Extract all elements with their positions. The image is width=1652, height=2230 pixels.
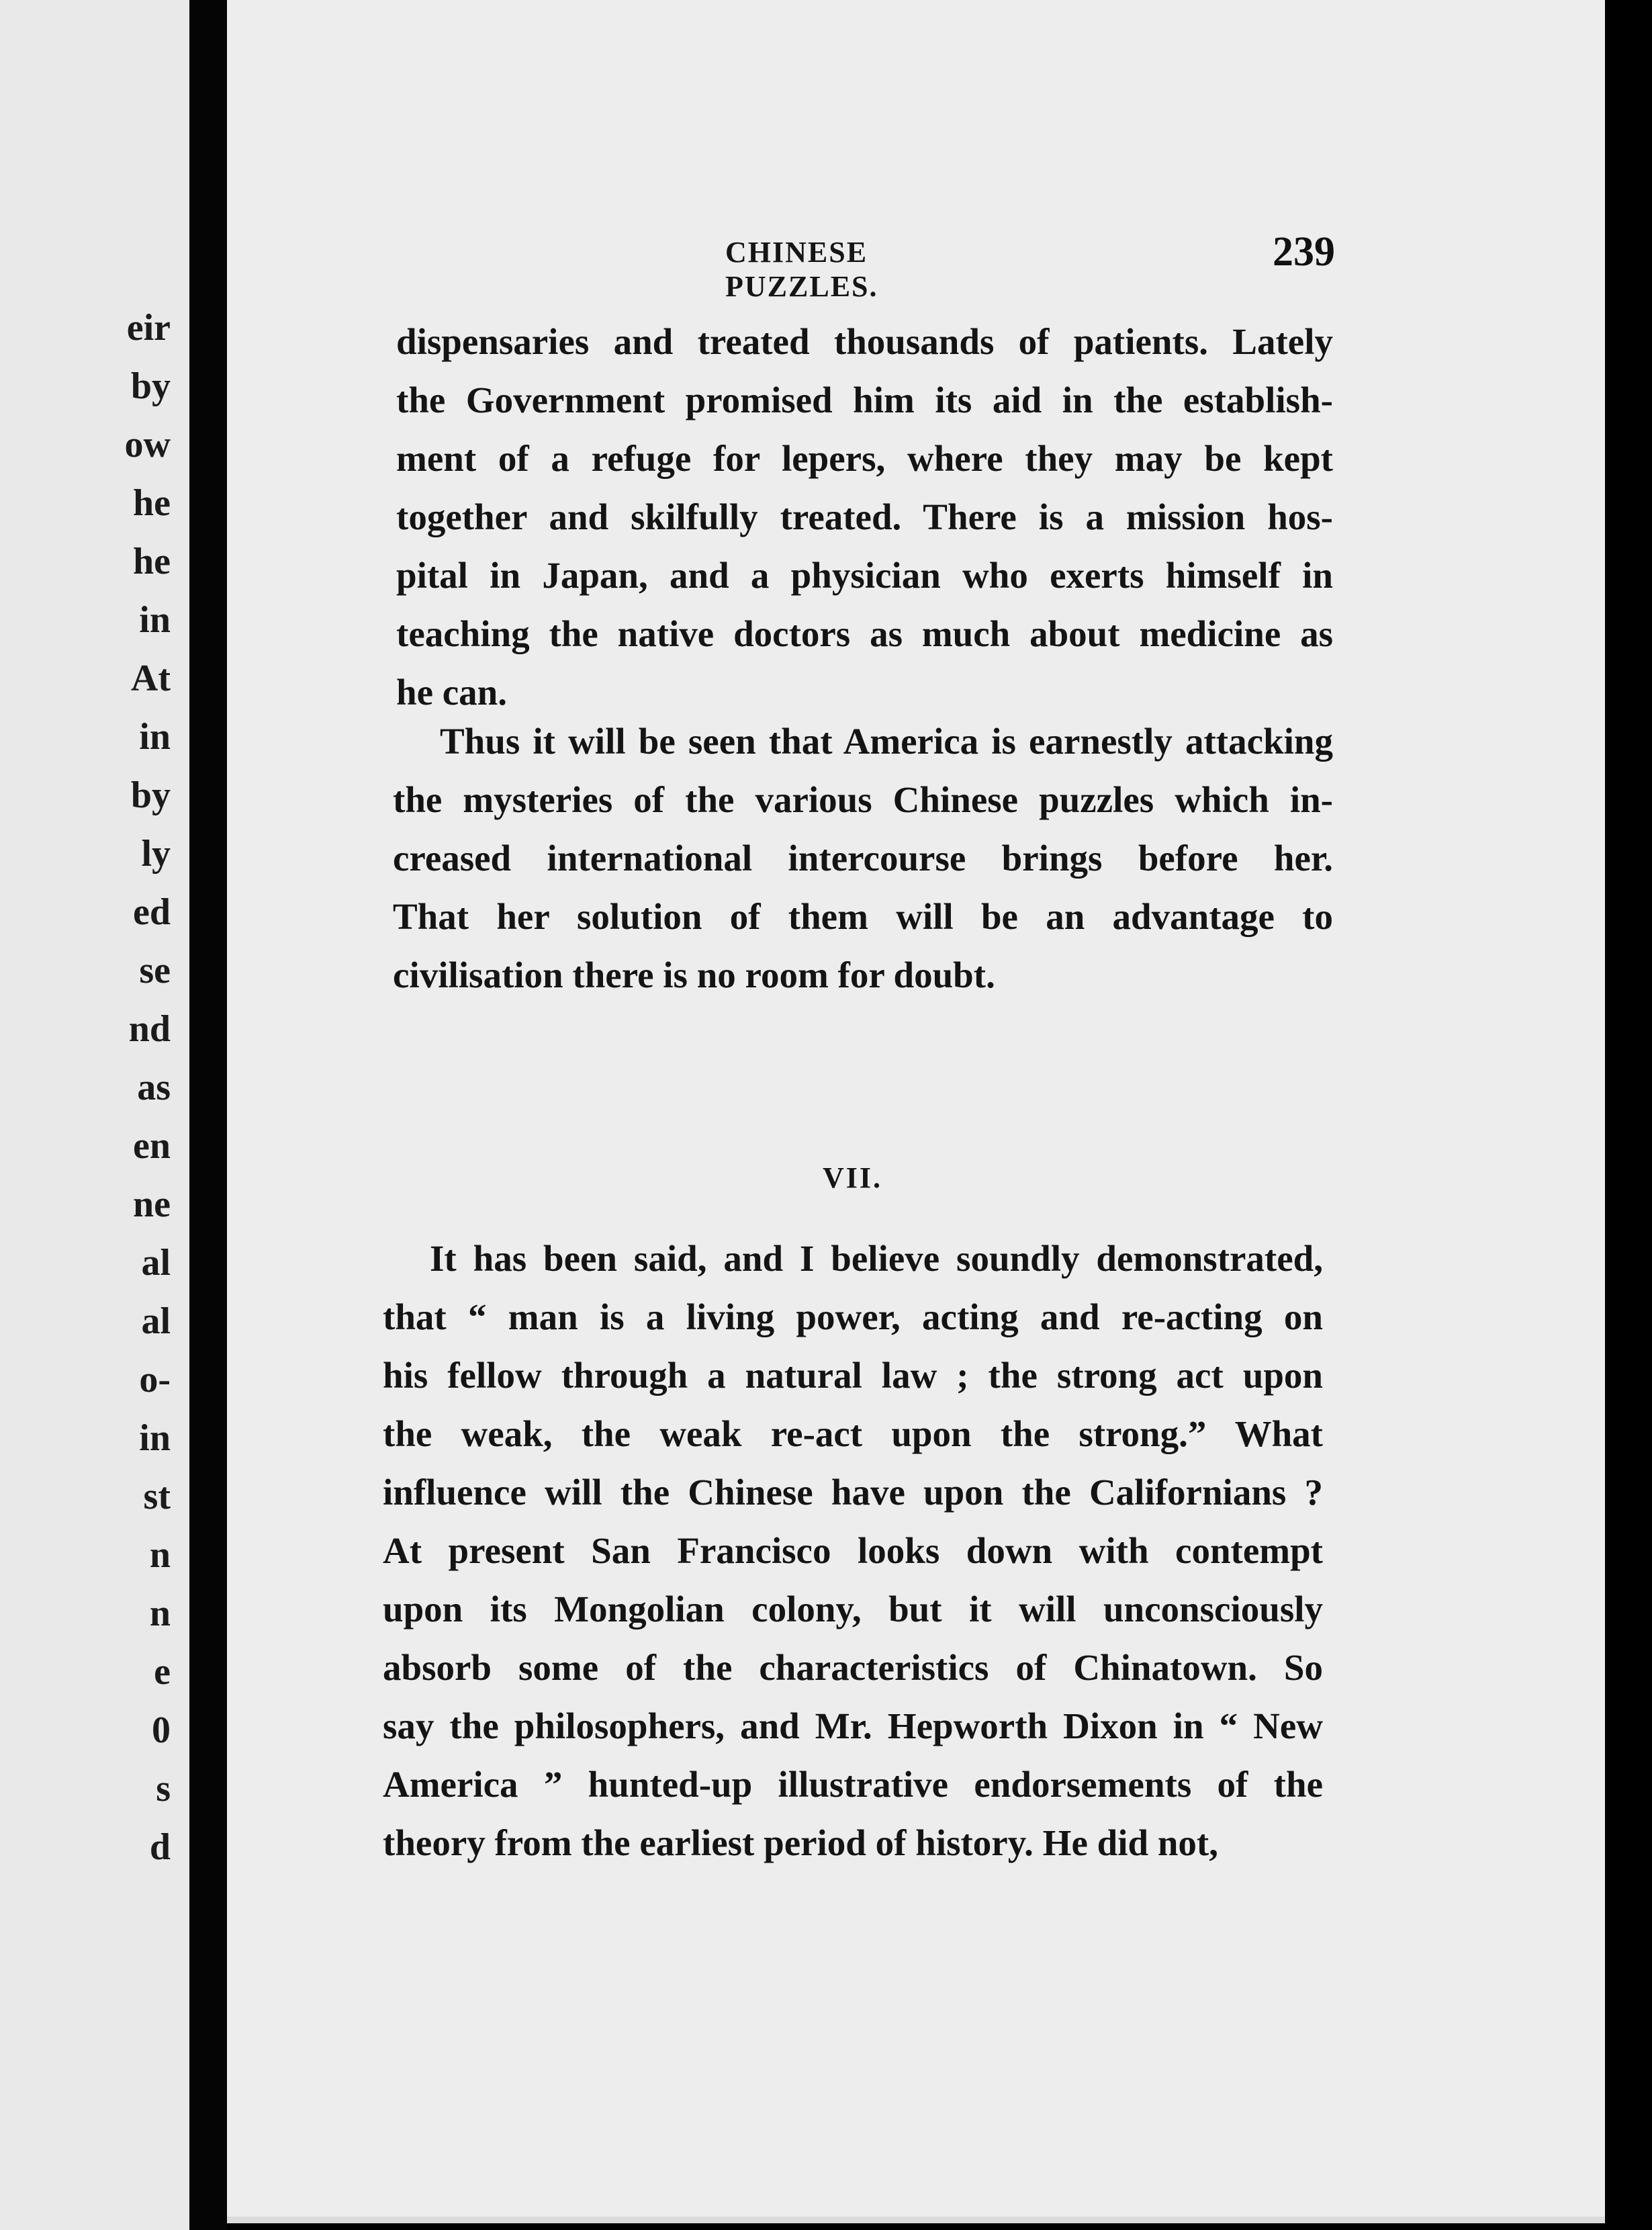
text-line: theory from the earliest period of history. He did not,	[383, 1822, 1218, 1863]
text-line: his fellow through a natural law ; the strong act upon	[383, 1355, 1323, 1396]
paragraph-section-vii	[383, 1229, 1323, 1872]
facing-page-fragment	[0, 0, 189, 2230]
text-line: the weak, the weak re-act upon the strong.” What	[383, 1413, 1323, 1454]
facing-page-line-fragment: in	[139, 1417, 171, 1459]
facing-page-text-column	[125, 299, 171, 1877]
text-line: That her solution of them will be an advantage to	[393, 896, 1333, 937]
text-line: It has been said, and I believe soundly demonstrated,	[430, 1238, 1323, 1279]
text-line: ment of a refuge for lepers, where they may be kept	[396, 438, 1333, 479]
facing-page-line-fragment: ne	[133, 1184, 171, 1225]
facing-page-line-fragment: s	[156, 1768, 171, 1810]
facing-page-line-fragment: he	[133, 482, 171, 524]
section-heading: VII.	[823, 1161, 883, 1194]
text-line: America ” hunted-up illustrative endorsements of the	[383, 1764, 1323, 1805]
text-line: civilisation there is no room for doubt.	[393, 954, 995, 995]
facing-page-line-fragment: n	[149, 1534, 171, 1576]
text-line: absorb some of the characteristics of Chinatown. So	[383, 1647, 1323, 1688]
text-line: the Government promised him its aid in the establish-	[396, 380, 1333, 420]
text-line: Thus it will be seen that America is earnestly attacking	[440, 721, 1333, 762]
page-number: 239	[1273, 229, 1335, 275]
facing-page-line-fragment: 0	[152, 1709, 171, 1751]
text-line: At present San Francisco looks down with contempt	[383, 1530, 1323, 1571]
facing-page-line-fragment: d	[149, 1826, 171, 1868]
facing-page-line-fragment: eir	[126, 307, 171, 349]
text-line: creased international intercourse brings before her.	[393, 838, 1333, 879]
text-line: teaching the native doctors as much about medicine as	[396, 613, 1333, 654]
running-head: CHINESE PUZZLES.	[725, 236, 878, 303]
facing-page-line-fragment: At	[130, 658, 171, 699]
facing-page-line-fragment: ed	[133, 891, 171, 933]
facing-page-line-fragment: by	[130, 774, 171, 816]
text-line: that “ man is a living power, acting and re-acting on	[383, 1296, 1323, 1337]
paragraph-america	[393, 712, 1333, 1004]
text-line: he can.	[396, 672, 507, 713]
text-line: pital in Japan, and a physician who exerts himself in	[396, 555, 1333, 596]
paragraph-continued	[396, 312, 1333, 721]
facing-page-line-fragment: as	[137, 1067, 171, 1108]
facing-page-line-fragment: e	[154, 1651, 171, 1693]
facing-page-line-fragment: n	[149, 1593, 171, 1634]
facing-page-line-fragment: st	[143, 1476, 171, 1517]
facing-page-line-fragment: in	[139, 599, 171, 641]
facing-page-line-fragment: nd	[128, 1008, 171, 1050]
facing-page-line-fragment: en	[133, 1125, 171, 1167]
facing-page-line-fragment: ow	[124, 424, 171, 465]
facing-page-line-fragment: al	[141, 1242, 171, 1284]
facing-page-line-fragment: al	[141, 1300, 171, 1342]
text-line: upon its Mongolian colony, but it will unconsciously	[383, 1589, 1323, 1630]
book-gutter	[189, 0, 227, 2230]
facing-page-line-fragment: ly	[141, 833, 171, 875]
facing-page-line-fragment: he	[133, 541, 171, 582]
text-line: influence will the Chinese have upon the Californians ?	[383, 1472, 1323, 1513]
text-line: the mysteries of the various Chinese puzzles which in-	[393, 779, 1333, 820]
facing-page-line-fragment: o-	[139, 1359, 171, 1400]
facing-page-line-fragment: by	[130, 365, 171, 407]
text-line: together and skilfully treated. There is a mission hos-	[396, 496, 1333, 537]
text-line: say the philosophers, and Mr. Hepworth Dixon in “ New	[383, 1705, 1323, 1746]
facing-page-line-fragment: se	[139, 950, 171, 991]
text-line: dispensaries and treated thousands of patients. Lately	[396, 321, 1333, 362]
facing-page-line-fragment: in	[139, 716, 171, 758]
